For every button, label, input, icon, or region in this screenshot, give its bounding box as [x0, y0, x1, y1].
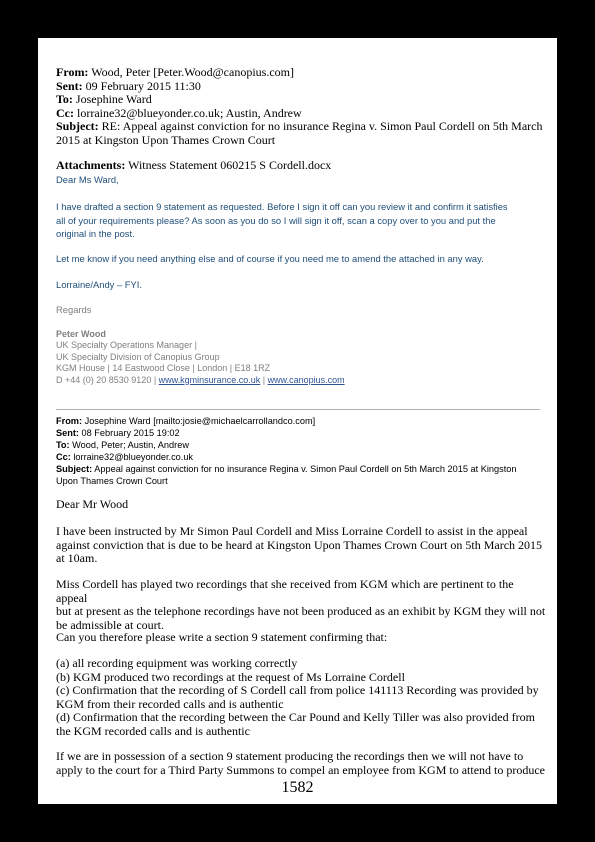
- divider: [56, 409, 540, 410]
- email2-subject-line2: Upon Thames Crown Court: [56, 476, 168, 486]
- email1-attachment[interactable]: Witness Statement 060215 S Cordell.docx: [128, 158, 332, 172]
- email2-cc-line: Cc: lorraine32@blueyonder.co.uk: [56, 452, 194, 462]
- email2-para2: Miss Cordell has played two recordings that she received from KGM which are pertinent to the appeal but at present as the telephone recordings have not been produced as an exhibit by KGM they will not be admissible at court.: [56, 577, 546, 632]
- signature-title: UK Specialty Operations Manager |: [56, 340, 197, 351]
- email2-para1: I have been instructed by Mr Simon Paul Cordell and Miss Lorraine Cordell to assist in the appeal against conviction that is due to be heard at Kingston Upon Thames Crown Court on 5th March 2015 at 10am.: [56, 524, 543, 565]
- email1-subject-line: Subject: RE: Appeal against conviction for no insurance Regina v. Simon Paul Cordell on 5th March: [56, 119, 543, 133]
- list-item-b: (b) KGM produced two recordings at the request of Ms Lorraine Cordell: [56, 669, 405, 684]
- email2-from-line: From: Josephine Ward [mailto:josie@michaelcarrollandco.com]: [56, 416, 316, 426]
- email1-para1: I have drafted a section 9 statement as requested. Before I sign it off can you review it and confirm it satisfies all of your requirements please? As soon as you do so I will sign it off, scan a copy over to you and put the original in the post.: [56, 201, 508, 239]
- email1-para3: Lorraine/Andy – FYI.: [56, 279, 142, 290]
- email1-subject-1: RE: Appeal against conviction for no insurance Regina v. Simon Paul Cordell on 5th March: [101, 119, 543, 133]
- signature-division: UK Specialty Division of Canopius Group: [56, 351, 220, 362]
- list-item-a: (a) all recording equipment was working correctly: [56, 656, 298, 670]
- email1-sent: 09 February 2015 11:30: [85, 78, 201, 93]
- email2-greeting: Dear Mr Wood: [56, 497, 129, 511]
- email2-subject-1: Appeal against conviction for no insurance Regina v. Simon Paul Cordell on 5th March 2015 at Kingston: [94, 464, 517, 474]
- list-item-c-1: (c) Confirmation that the recording of S Cordell call from police 141113 Recording was provided by: [56, 683, 539, 697]
- email1-cc: lorraine32@blueyonder.co.uk; Austin, Andrew: [77, 105, 302, 120]
- email2-cc: lorraine32@blueyonder.co.uk: [73, 452, 194, 462]
- email2-sent: 08 February 2015 19:02: [81, 428, 180, 438]
- email2-from: Josephine Ward [mailto:josie@michaelcarrollandco.com]: [84, 416, 316, 426]
- email2-to-line: To: Wood, Peter; Austin, Andrew: [56, 440, 189, 450]
- email2-para4: If we are in possession of a section 9 statement producing the recordings then we will not have to apply to the court for a Third Party Summons to compel an employee from KGM to attend to produce: [56, 749, 546, 777]
- list-item-d-2: the KGM recorded calls and is authentic: [56, 723, 250, 738]
- email2-list: [56, 657, 546, 738]
- list-item-d-1: (d) Confirmation that the recording between the Car Pound and Kelly Tiller was also provided from: [56, 710, 535, 724]
- email2-to: Wood, Peter; Austin, Andrew: [72, 440, 189, 450]
- email1-signature: [56, 329, 546, 386]
- email1-header: [56, 66, 546, 147]
- email1-to: Josephine Ward: [75, 92, 152, 106]
- signature-name: Peter Wood: [56, 329, 106, 339]
- email1-attachments-line: Attachments: Witness Statement 060215 S Cordell.docx: [56, 158, 332, 172]
- email2-sent-line: Sent: 08 February 2015 19:02: [56, 428, 180, 438]
- email1-subject-line2: 2015 at Kingston Upon Thames Crown Court: [56, 132, 276, 147]
- email1-to-line: To: Josephine Ward: [56, 92, 152, 106]
- email2-para3: Can you therefore please write a section 9 statement confirming that:: [56, 630, 388, 644]
- email1-greeting: Dear Ms Ward,: [56, 174, 119, 185]
- email2-subject-line: Subject: Appeal against conviction for no insurance Regina v. Simon Paul Cordell on 5th March 2015 at Kingston: [56, 464, 517, 474]
- email1-from: Wood, Peter [Peter.Wood@canopius.com]: [91, 65, 294, 79]
- signature-address: KGM House | 14 Eastwood Close | London | E18 1RZ: [56, 363, 271, 374]
- signature-contact: D +44 (0) 20 8530 9120 | www.kgminsurance.co.uk | www.canopius.com: [56, 374, 345, 385]
- kgm-link[interactable]: www.kgminsurance.co.uk: [158, 374, 261, 385]
- email1-para2: Let me know if you need anything else and of course if you need me to amend the attached in any way.: [56, 253, 484, 264]
- email1-cc-line: Cc: lorraine32@blueyonder.co.uk; Austin, Andrew: [56, 105, 302, 120]
- email1-sent-line: Sent: 09 February 2015 11:30: [56, 78, 201, 93]
- canopius-link[interactable]: www.canopius.com: [267, 374, 345, 385]
- list-item-c-2: KGM from their recorded calls and is authentic: [56, 696, 284, 711]
- document-page: [38, 38, 557, 804]
- page-number: 1582: [281, 779, 314, 796]
- email2-header: [56, 415, 546, 487]
- email1-from-line: From: Wood, Peter [Peter.Wood@canopius.com]: [56, 65, 294, 79]
- email1-regards: Regards: [56, 304, 92, 315]
